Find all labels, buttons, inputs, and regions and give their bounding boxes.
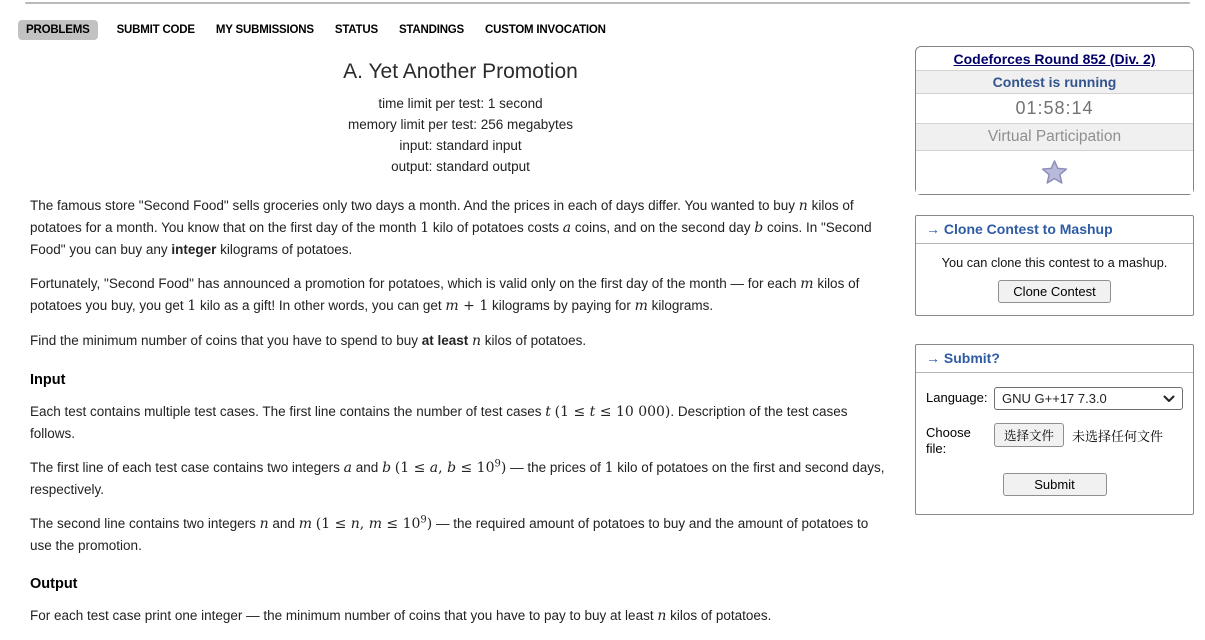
language-selected-value: GNU G++17 7.3.0: [1002, 391, 1107, 406]
contest-title-link[interactable]: Codeforces Round 852 (Div. 2): [953, 51, 1156, 67]
tab-problems[interactable]: PROBLEMS: [18, 20, 98, 40]
submit-form: [916, 373, 1193, 514]
contest-timer: 01:58:14: [916, 94, 1193, 124]
clone-contest-button[interactable]: Clone Contest: [998, 280, 1110, 303]
clone-body: [916, 244, 1193, 315]
statement-blocks: [30, 195, 891, 627]
clone-caption[interactable]: → Clone Contest to Mashup: [916, 216, 1193, 244]
statement-paragraph: For each test case print one integer — the minimum number of coins that you have to pay to buy at least n kilos of potatoes.: [30, 608, 772, 624]
file-row: [926, 422, 1183, 457]
star-row: [916, 151, 1193, 194]
statement-paragraph: The second line contains two integers n and m (1 ≤ n, $m \le 10^9$) — the required amount of potatoes to buy and the amount of potatoes to use the promotion.: [30, 514, 869, 553]
nav-tabs: [18, 20, 608, 40]
language-row: [926, 387, 1183, 410]
submit-box: [915, 344, 1194, 515]
statement-paragraph: Find the minimum number of coins that you have to spend to buy at least n kilos of potatoes.: [30, 333, 587, 349]
problem-statement: [30, 60, 891, 640]
star-icon[interactable]: [1041, 159, 1068, 185]
section-heading: Input: [30, 372, 66, 388]
statement-paragraph: The famous store "Second Food" sells groceries only two days a month. And the prices in each of days differ. You wanted to buy n kilos of potatoes for a month. You know that on the first day of the month 1 kilo of potatoes costs a coins, and on the second day b coins. In "Second Food" you can buy any integer kilograms of potatoes.: [30, 198, 872, 257]
sidebar: [915, 46, 1194, 515]
tab-standings[interactable]: STANDINGS: [398, 24, 465, 36]
language-select[interactable]: [994, 387, 1183, 410]
output-spec: output: standard output: [391, 159, 530, 174]
clone-box: [915, 215, 1194, 316]
memory-limit: memory limit per test: 256 megabytes: [347, 117, 574, 132]
contest-title-row: [916, 47, 1193, 71]
contest-box: [915, 46, 1194, 195]
problem-limits: [30, 93, 891, 177]
clone-text: You can clone this contest to a mashup.: [941, 255, 1168, 270]
choose-file-label: Choose file:: [926, 425, 971, 456]
file-input: [994, 422, 1163, 447]
statement-paragraph: Fortunately, "Second Food" has announced a promotion for potatoes, which is valid only on the first day of the month — for each m kilos of potatoes you buy, you get 1 kilo as a gift! In other words, you can get m + 1 kilograms by paying for m kilograms.: [30, 276, 860, 314]
tab-custom-invocation[interactable]: CUSTOM INVOCATION: [485, 24, 606, 36]
input-spec: input: standard input: [399, 138, 522, 153]
problem-title: A. Yet Another Promotion: [343, 60, 578, 83]
participation-mode: Virtual Participation: [916, 124, 1193, 151]
top-divider: [25, 2, 1190, 4]
submit-caption[interactable]: → Submit?: [916, 345, 1193, 373]
time-limit: time limit per test: 1 second: [378, 96, 543, 111]
tab-submit-code[interactable]: SUBMIT CODE: [116, 24, 195, 36]
submit-row: [926, 473, 1183, 496]
statement-paragraph: Each test contains multiple test cases. The first line contains the number of test cases t (1 ≤ t ≤ 10 000). Description of the test cases follows.: [30, 404, 848, 441]
statement-paragraph: The first line of each test case contains two integers a and b (1 ≤ a, $b \le 10^9$) — the prices of 1 kilo of potatoes on the first and second days, respectively.: [30, 458, 885, 497]
file-status-text: 未选择任何文件: [1072, 428, 1164, 444]
tab-status[interactable]: STATUS: [334, 24, 378, 36]
language-label: Language:: [926, 390, 988, 405]
chevron-down-icon: [1163, 395, 1175, 403]
tab-my-submissions[interactable]: MY SUBMISSIONS: [215, 24, 314, 36]
submit-button[interactable]: Submit: [1003, 473, 1107, 496]
section-heading: Output: [30, 576, 78, 592]
choose-file-button[interactable]: 选择文件: [994, 423, 1064, 447]
contest-status: Contest is running: [916, 71, 1193, 94]
